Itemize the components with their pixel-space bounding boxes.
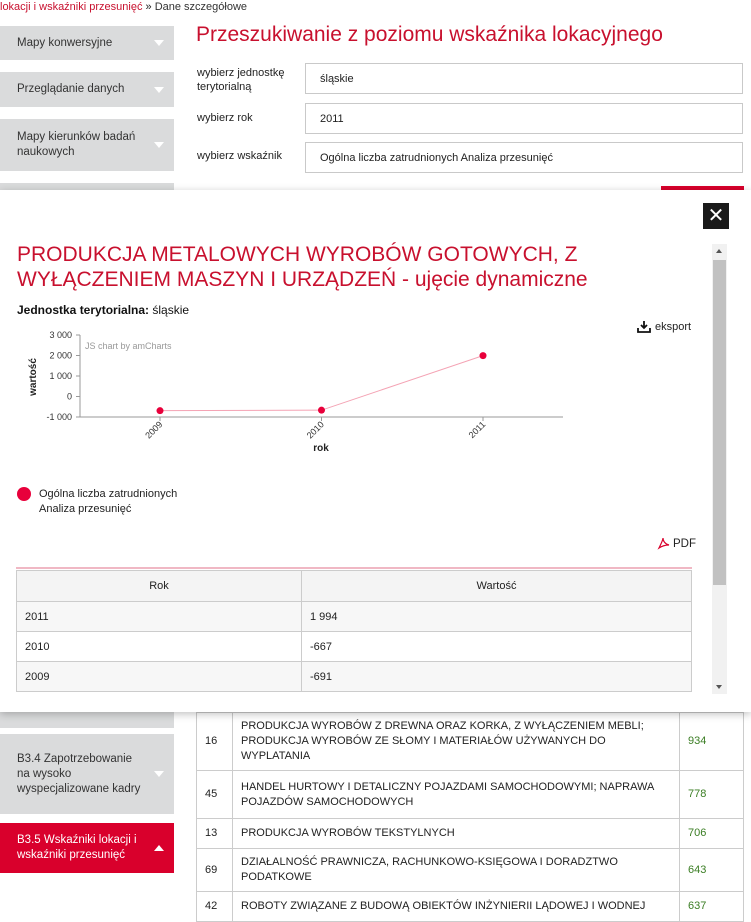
y-axis-label: wartość xyxy=(28,358,39,396)
cell-value: -667 xyxy=(302,632,692,662)
sidebar-item-label: B3.5 Wskaźniki lokacji i wskaźniki przesunięć xyxy=(17,834,137,861)
chevron-down-icon xyxy=(154,40,164,46)
chevron-down-icon xyxy=(154,142,164,148)
sidebar-item-data-browsing[interactable] xyxy=(0,72,174,107)
export-button[interactable] xyxy=(637,321,691,333)
pdf-icon xyxy=(657,537,670,550)
x-tick-label: 2009 xyxy=(143,419,165,441)
data-table xyxy=(16,570,692,692)
download-icon xyxy=(637,321,651,333)
sidebar-item-label: B3.4 Zapotrzebowanie na wysoko wyspecjalizowane kadry xyxy=(17,752,141,795)
table-row xyxy=(17,662,692,692)
y-tick-label: 0 xyxy=(66,391,72,402)
scroll-up-icon[interactable] xyxy=(716,249,722,253)
unit-label: wybierz jednostkę terytorialną xyxy=(197,67,285,93)
year-label: wybierz rok xyxy=(197,112,253,124)
row-value: 934 xyxy=(680,713,744,771)
close-icon: ✕ xyxy=(707,205,725,227)
export-label: eksport xyxy=(655,321,692,333)
modal-scrollbar[interactable] xyxy=(712,244,727,694)
row-name: HANDEL HURTOWY I DETALICZNY POJAZDAMI SAMOCHODOWYMI; NAPRAWA POJAZDÓW SAMOCHODOWYCH xyxy=(233,771,680,819)
indicator-select[interactable]: Ogólna liczba zatrudnionych Analiza przesunięć xyxy=(305,142,743,173)
x-axis-label: rok xyxy=(313,443,329,454)
series-line xyxy=(160,356,483,411)
column-header-year[interactable]: Rok xyxy=(17,571,302,602)
line-chart xyxy=(0,320,600,470)
y-tick-label: 3 000 xyxy=(49,330,72,340)
data-point[interactable] xyxy=(318,407,325,414)
row-code: 45 xyxy=(197,771,233,819)
pdf-label: PDF xyxy=(673,537,696,550)
column-header-value[interactable]: Wartość xyxy=(302,571,692,602)
row-value: 637 xyxy=(680,892,744,922)
table-row xyxy=(17,602,692,632)
table-header-row xyxy=(17,571,692,602)
sidebar-item-research-maps[interactable] xyxy=(0,119,174,171)
row-name: PRODUKCJA WYROBÓW Z DREWNA ORAZ KORKA, Z WYŁĄCZENIEM MEBLI; PRODUKCJA WYROBÓW ZE SŁOMY I MATERIAŁÓW UŻYWANYCH DO WYPLATANIA xyxy=(233,713,680,771)
y-tick-label: -1 000 xyxy=(46,412,72,422)
unit-prefix: Jednostka terytorialna: xyxy=(17,303,150,317)
table-row[interactable] xyxy=(197,713,744,771)
sidebar-item-label: Mapy konwersyjne xyxy=(17,36,113,49)
row-name: DZIAŁALNOŚĆ PRAWNICZA, RACHUNKOWO-KSIĘGOWA I DORADZTWO PODATKOWE xyxy=(233,849,680,892)
chevron-down-icon xyxy=(154,87,164,93)
pdf-button[interactable] xyxy=(657,537,696,550)
x-tick-label: 2010 xyxy=(304,419,326,441)
table-row xyxy=(17,632,692,662)
breadcrumb-separator: » xyxy=(142,1,155,13)
y-tick-label: 1 000 xyxy=(49,371,72,381)
table-row[interactable] xyxy=(197,849,744,892)
cell-value: 1 994 xyxy=(302,602,692,632)
data-point[interactable] xyxy=(480,352,487,359)
chart-watermark: JS chart by amCharts xyxy=(85,341,172,351)
row-value: 706 xyxy=(680,819,744,849)
chevron-up-icon xyxy=(154,845,164,851)
sidebar-item-label: Mapy kierunków badań naukowych xyxy=(17,131,136,158)
table-row[interactable] xyxy=(197,819,744,849)
territorial-unit xyxy=(17,303,189,317)
row-value: 778 xyxy=(680,771,744,819)
cell-year: 2010 xyxy=(17,632,302,662)
table-row[interactable] xyxy=(197,771,744,819)
x-axis xyxy=(80,417,563,441)
row-value: 643 xyxy=(680,849,744,892)
row-code: 13 xyxy=(197,819,233,849)
page-title: Przeszukiwanie z poziomu wskaźnika lokacyjnego xyxy=(196,23,663,46)
y-tick-label: 2 000 xyxy=(49,350,72,361)
sidebar-item-b34[interactable] xyxy=(0,734,174,814)
sidebar-item-label: Przeglądanie danych xyxy=(17,83,125,95)
table-top-border xyxy=(16,567,692,569)
close-button[interactable] xyxy=(703,203,729,229)
row-name: ROBOTY ZWIĄZANE Z BUDOWĄ OBIEKTÓW INŻYNIERII LĄDOWEJ I WODNEJ xyxy=(233,892,680,922)
chart-modal xyxy=(0,190,751,712)
scrollbar-thumb[interactable] xyxy=(713,260,726,585)
row-code: 16 xyxy=(197,713,233,771)
results-table xyxy=(196,712,744,922)
breadcrumb xyxy=(0,0,247,16)
breadcrumb-link[interactable]: lokacji i wskaźniki przesunięć xyxy=(0,1,143,13)
legend-label-line1: Ogólna liczba zatrudnionych xyxy=(39,488,178,500)
y-axis xyxy=(46,330,80,422)
modal-title: PRODUKCJA METALOWYCH WYROBÓW GOTOWYCH, Z WYŁĄCZENIEM MASZYN I URZĄDZEŃ - ujęcie dynamiczne xyxy=(17,243,588,291)
indicator-label: wybierz wskaźnik xyxy=(197,150,282,162)
legend-label-line2: Analiza przesunięć xyxy=(39,503,132,515)
table-row[interactable] xyxy=(197,892,744,922)
row-code: 69 xyxy=(197,849,233,892)
legend-marker xyxy=(17,487,31,501)
row-name: PRODUKCJA WYROBÓW TEKSTYLNYCH xyxy=(233,819,680,849)
unit-value: śląskie xyxy=(152,303,190,317)
breadcrumb-current: Dane szczegółowe xyxy=(154,1,248,13)
sidebar-item-conversion-maps[interactable] xyxy=(0,26,174,60)
x-tick-label: 2011 xyxy=(466,419,488,441)
data-point[interactable] xyxy=(157,407,164,414)
chart-legend[interactable] xyxy=(17,487,177,517)
cell-year: 2011 xyxy=(17,602,302,632)
cell-value: -691 xyxy=(302,662,692,692)
row-code: 42 xyxy=(197,892,233,922)
year-select[interactable]: 2011 xyxy=(305,103,743,134)
chevron-down-icon xyxy=(154,771,164,777)
cell-year: 2009 xyxy=(17,662,302,692)
scroll-down-icon[interactable] xyxy=(716,685,722,689)
chart-series xyxy=(157,352,487,414)
unit-select[interactable]: śląskie xyxy=(305,63,743,94)
sidebar-item-b35[interactable] xyxy=(0,823,174,873)
